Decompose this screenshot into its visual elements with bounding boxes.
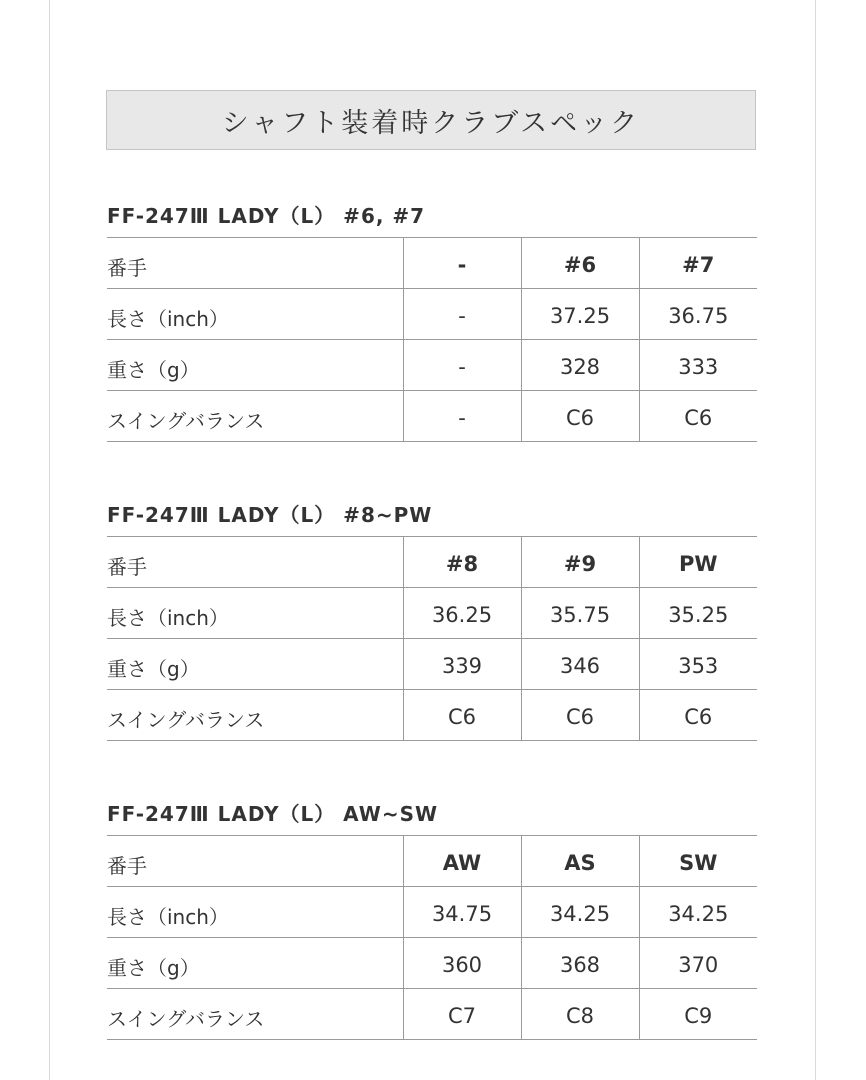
page-title: シャフト装着時クラブスペック [106,90,756,150]
table-cell: 346 [521,639,639,690]
table-cell: - [403,289,521,340]
table-row-length [107,588,757,639]
table-row-swing-balance [107,391,757,442]
table-cell: C6 [639,690,757,741]
table-cell: PW [639,537,757,588]
table-cell: C7 [403,989,521,1040]
table-cell: 339 [403,639,521,690]
table-cell: C6 [521,391,639,442]
spec-table [107,536,757,741]
table-row-club-number [107,836,757,887]
table-cell: 368 [521,938,639,989]
table-cell: 34.75 [403,887,521,938]
table-cell: 328 [521,340,639,391]
row-label: スイングバランス [107,391,403,442]
table-cell: 35.25 [639,588,757,639]
table-cell: C6 [639,391,757,442]
table-cell: C6 [403,690,521,741]
table-row-weight [107,340,757,391]
table-cell: C6 [521,690,639,741]
frame-border-left [49,0,50,1080]
table-cell: AS [521,836,639,887]
table-cell: SW [639,836,757,887]
spec-section-8-pw [107,503,756,732]
spec-section-aw-sw [107,802,756,1031]
row-label: 番手 [107,836,403,887]
row-label: 長さ（inch） [107,289,403,340]
table-cell: #9 [521,537,639,588]
row-label: 番手 [107,537,403,588]
spec-section-6-7 [107,204,756,433]
table-cell: #8 [403,537,521,588]
row-label: 重さ（g） [107,938,403,989]
table-cell: #7 [639,238,757,289]
table-cell: 36.75 [639,289,757,340]
table-row-swing-balance [107,690,757,741]
table-cell: 36.25 [403,588,521,639]
spec-table [107,237,757,442]
table-row-swing-balance [107,989,757,1040]
row-label: スイングバランス [107,690,403,741]
table-cell: 333 [639,340,757,391]
row-label: 長さ（inch） [107,588,403,639]
table-cell: 353 [639,639,757,690]
table-cell: 360 [403,938,521,989]
table-cell: 35.75 [521,588,639,639]
table-cell: 34.25 [521,887,639,938]
table-row-weight [107,639,757,690]
table-row-club-number [107,238,757,289]
table-row-length [107,887,757,938]
table-cell: - [403,340,521,391]
table-cell: AW [403,836,521,887]
table-cell: 370 [639,938,757,989]
section-heading: FF-247Ⅲ LADY（L） #6, #7 [107,204,426,228]
table-cell: - [403,238,521,289]
table-cell: - [403,391,521,442]
row-label: スイングバランス [107,989,403,1040]
table-cell: C8 [521,989,639,1040]
table-cell: 37.25 [521,289,639,340]
table-cell: C9 [639,989,757,1040]
frame-border-right [815,0,816,1080]
spec-table [107,835,757,1040]
table-row-length [107,289,757,340]
table-cell: 34.25 [639,887,757,938]
section-heading: FF-247Ⅲ LADY（L） AW~SW [107,802,439,826]
row-label: 長さ（inch） [107,887,403,938]
table-row-weight [107,938,757,989]
section-heading: FF-247Ⅲ LADY（L） #8~PW [107,503,433,527]
table-cell: #6 [521,238,639,289]
table-row-club-number [107,537,757,588]
row-label: 重さ（g） [107,340,403,391]
row-label: 重さ（g） [107,639,403,690]
row-label: 番手 [107,238,403,289]
